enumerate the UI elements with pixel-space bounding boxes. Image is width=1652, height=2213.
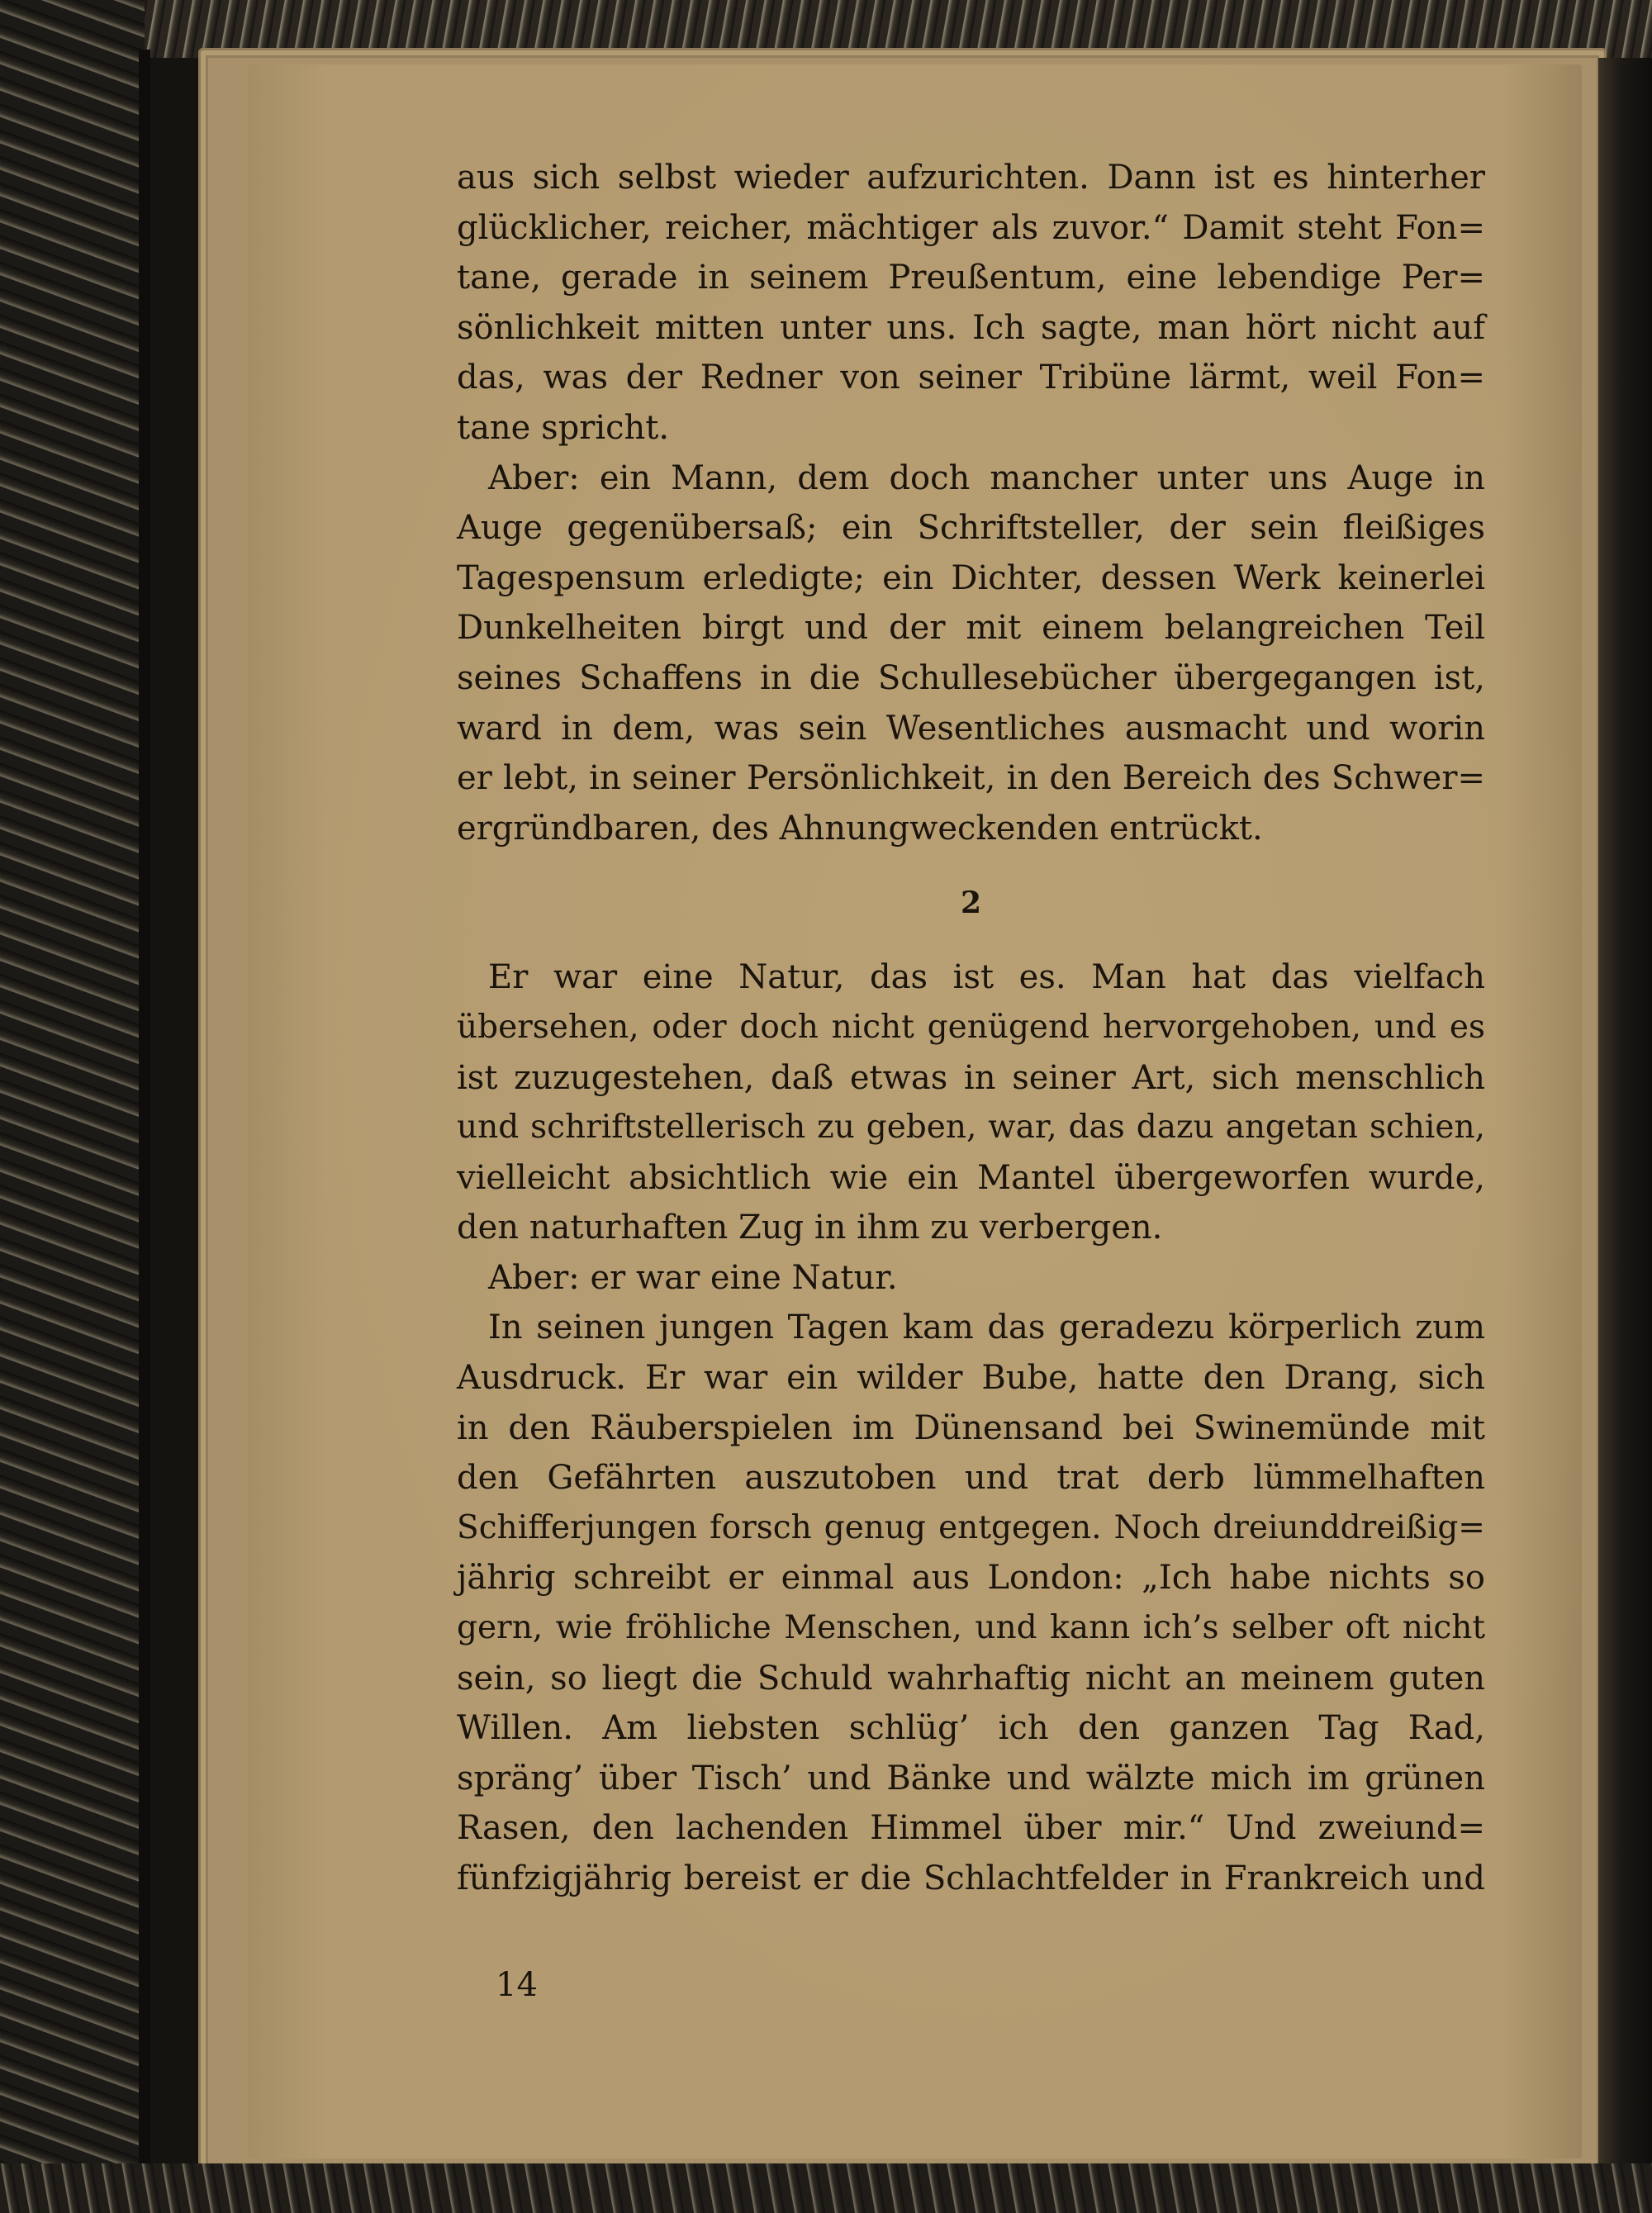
text-line: den Gefährten auszutoben und trat derb lümmelhaften — [457, 1459, 1485, 1498]
text-line: Aber: ein Mann, dem doch mancher unter uns Auge in — [488, 458, 1485, 497]
page-text — [457, 153, 1485, 1904]
text-line: Rasen, den lachenden Himmel über mir.“ Und zweiund= — [457, 1809, 1485, 1848]
text-line: ergründbaren, des Ahnungweckenden entrückt. — [457, 809, 1263, 848]
text-line: Willen. Am liebsten schlüg’ ich den ganzen Tag Rad, — [457, 1709, 1485, 1748]
paragraph-2 — [457, 454, 1485, 854]
text-line: spräng’ über Tisch’ und Bänke und wälzte mich im grünen — [457, 1759, 1485, 1797]
text-line: das, was der Redner von seiner Tribüne lärmt, weil Fon= — [457, 359, 1485, 397]
book-cover-left — [0, 0, 145, 2213]
book-binding-bottom — [0, 2163, 1652, 2213]
text-line: glücklicher, reicher, mächtiger als zuvor.“ Damit steht Fon= — [457, 208, 1485, 247]
section-number: 2 — [960, 886, 982, 921]
text-line: In seinen jungen Tagen kam das geradezu körperlich zum — [488, 1308, 1485, 1347]
text-line: Aber: er war eine Natur. — [488, 1258, 898, 1297]
text-line: Er war eine Natur, das ist es. Man hat das vielfach — [488, 958, 1485, 997]
paragraph-5 — [457, 1303, 1485, 1903]
text-line: tane, gerade in seinem Preußentum, eine lebendige Per= — [457, 259, 1485, 297]
text-line: den naturhaften Zug in ihm zu verbergen. — [457, 1209, 1163, 1247]
text-line: Schifferjungen forsch genug entgegen. Noch dreiunddreißig= — [457, 1508, 1485, 1546]
text-line: tane spricht. — [457, 408, 670, 447]
text-line: ward in dem, was sein Wesentliches ausmacht und worin — [457, 709, 1485, 748]
book-right-edge — [1598, 58, 1652, 2173]
text-line: Dunkelheiten birgt und der mit einem belangreichen Teil — [457, 609, 1485, 648]
text-line: übersehen, oder doch nicht genügend hervorgehoben, und es — [457, 1008, 1485, 1046]
text-line: jährig schreibt er einmal aus London: „Ich habe nichts so — [457, 1559, 1485, 1598]
text-line: aus sich selbst wieder aufzurichten. Dann ist es hinterher — [457, 159, 1485, 197]
text-line: sönlichkeit mitten unter uns. Ich sagte, man hört nicht auf — [457, 308, 1485, 347]
text-line: und schriftstellerisch zu geben, war, das dazu angetan schien, — [457, 1109, 1485, 1147]
text-line: Auge gegenübersaß; ein Schriftsteller, der sein fleißiges — [457, 509, 1485, 548]
book-spine — [139, 50, 150, 2164]
text-line: Tagespensum erledigte; ein Dichter, dessen Werk keinerlei — [457, 558, 1485, 597]
paragraph-4 — [457, 1253, 1485, 1304]
text-line: er lebt, in seiner Persönlichkeit, in den Bereich des Schwer= — [457, 759, 1485, 798]
text-line: fünfzigjährig bereist er die Schlachtfelder in Frankreich und — [457, 1859, 1485, 1897]
paragraph-3 — [457, 952, 1485, 1253]
text-line: vielleicht absichtlich wie ein Mantel übergeworfen wurde, — [457, 1158, 1485, 1197]
text-line: in den Räuberspielen im Dünensand bei Swinemünde mit — [457, 1408, 1485, 1447]
text-line: gern, wie fröhliche Menschen, und kann ich’s selber oft nicht — [457, 1609, 1485, 1647]
text-line: seines Schaffens in die Schullesebücher übergegangen ist, — [457, 658, 1485, 697]
text-line: ist zuzugestehen, daß etwas in seiner Art, sich menschlich — [457, 1058, 1485, 1097]
page-number: 14 — [496, 1966, 538, 2004]
paragraph-1 — [457, 153, 1485, 454]
text-line: sein, so liegt die Schuld wahrhaftig nicht an meinem guten — [457, 1659, 1485, 1698]
text-line: Ausdruck. Er war ein wilder Bube, hatte den Drang, sich — [457, 1359, 1485, 1398]
